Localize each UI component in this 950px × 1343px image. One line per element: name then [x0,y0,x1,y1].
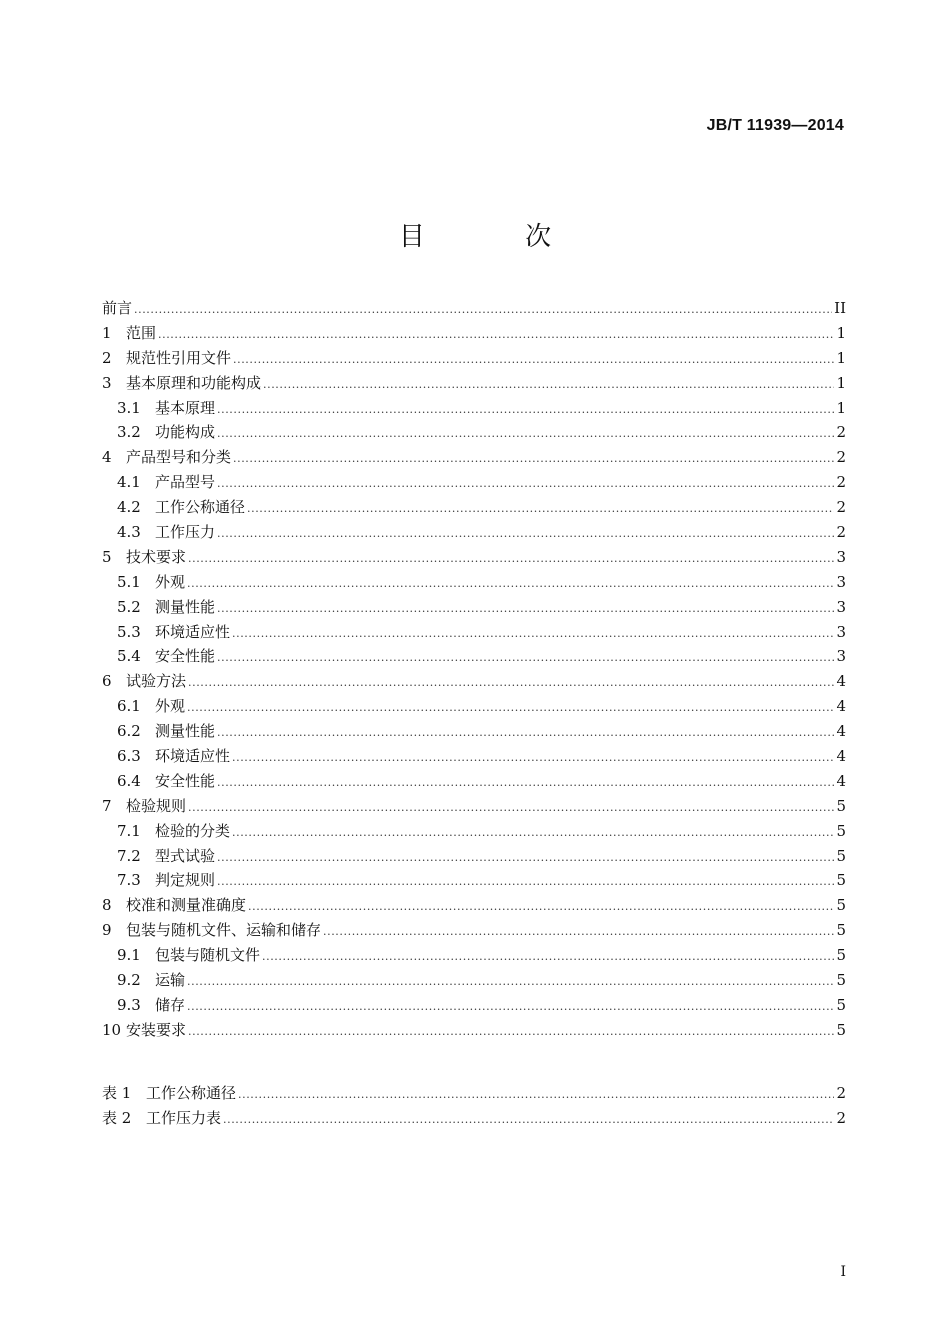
dot-leader [248,895,834,920]
entry-page: 1 [836,348,846,367]
entry-label: 环境适应性 [155,747,231,766]
entry-label: 规范性引用文件 [126,348,232,367]
toc-entry[interactable] [102,520,846,545]
entry-number: 3 [102,373,112,392]
entry-number: 3.2 [117,423,141,442]
entry-number: 2 [102,348,112,367]
entry-page: 2 [836,473,846,492]
dot-leader [217,771,834,796]
dot-leader [232,746,834,771]
entry-label: 运输 [155,971,186,990]
entry-page: 4 [836,697,846,716]
entry-number: 4.1 [117,473,141,492]
entry-number: 3.1 [117,398,141,417]
entry-page: 5 [836,896,846,915]
dot-leader [187,995,834,1020]
dot-leader [217,870,834,895]
toc-entry[interactable] [102,918,846,943]
entry-label: 测量性能 [155,597,216,616]
entry-label: 包装与随机文件 [155,946,261,965]
toc-entry[interactable] [102,644,846,669]
toc-entries [102,296,846,1043]
toc-entry[interactable] [102,744,846,769]
dot-leader [247,497,834,522]
entry-number: 9.1 [117,946,141,965]
entry-page: 2 [836,1108,846,1127]
toc-entry[interactable] [102,769,846,794]
entry-label: 产品型号 [155,473,216,492]
toc-entry[interactable] [102,819,846,844]
entry-page: 3 [836,622,846,641]
entry-label: 判定规则 [155,871,216,890]
entry-number: 5.1 [117,572,141,591]
toc-entry[interactable] [102,396,846,421]
toc-entry[interactable] [102,868,846,893]
dot-leader [188,671,834,696]
entry-label: 前言 [102,299,133,317]
entry-label: 包装与随机文件、运输和储存 [126,921,322,940]
entry-number: 4 [102,448,112,467]
dot-leader [238,1083,834,1108]
entry-number: 6 [102,672,112,691]
toc-entry[interactable] [102,943,846,968]
entry-label: 环境适应性 [155,622,231,641]
dot-leader [232,821,834,846]
entry-page: 3 [836,547,846,566]
dot-leader [217,422,834,447]
table-list-entry[interactable] [102,1081,846,1106]
toc-entry[interactable] [102,545,846,570]
toc-entry[interactable] [102,420,846,445]
entry-number: 4.3 [117,523,141,542]
entry-label: 工作公称通径 [155,498,246,517]
toc-entry[interactable] [102,669,846,694]
entry-page: 3 [836,647,846,666]
toc-spacer [102,1043,846,1081]
entry-number: 6.1 [117,697,141,716]
entry-label: 工作压力表 [146,1108,222,1127]
dot-leader [187,572,834,597]
entry-number: 7.3 [117,871,141,890]
toc-entry[interactable] [102,719,846,744]
table-of-contents [102,296,846,1131]
entry-page: 5 [836,846,846,865]
page-title: 目 次 [398,222,598,252]
entry-page: 1 [836,373,846,392]
toc-entry[interactable] [102,794,846,819]
toc-entry[interactable] [102,346,846,371]
entry-number: 7.2 [117,846,141,865]
dot-leader [263,373,834,398]
dot-leader [217,472,834,497]
entry-page: 5 [836,796,846,815]
toc-entry[interactable] [102,993,846,1018]
entry-page: 4 [836,771,846,790]
entry-page: 3 [836,597,846,616]
entry-label: 储存 [155,995,186,1014]
entry-label: 型式试验 [155,846,216,865]
entry-page: 5 [836,921,846,940]
dot-leader [217,522,834,547]
entry-page: 1 [836,398,846,417]
table-list-entry[interactable] [102,1106,846,1131]
entry-page: II [834,299,846,317]
entry-page: 5 [836,821,846,840]
toc-entry[interactable] [102,893,846,918]
entry-label: 工作公称通径 [146,1083,237,1102]
standard-code: JB/T 11939—2014 [706,117,844,134]
entry-number: 表 1 [102,1083,132,1102]
entry-number: 5.2 [117,597,141,616]
entry-number: 5.3 [117,622,141,641]
dot-leader [217,646,834,671]
entry-label: 功能构成 [155,423,216,442]
entry-number: 7 [102,796,112,815]
table-list [102,1081,846,1131]
entry-label: 检验的分类 [155,821,231,840]
entry-label: 技术要求 [126,547,187,566]
toc-entry[interactable] [102,470,846,495]
dot-leader [223,1108,834,1133]
entry-number: 1 [102,323,112,342]
dot-leader [217,721,834,746]
entry-label: 安装要求 [126,1020,187,1039]
entry-number: 10 [102,1020,122,1039]
dot-leader [188,796,834,821]
entry-page: 2 [836,498,846,517]
toc-entry[interactable] [102,296,846,321]
toc-entry[interactable] [102,694,846,719]
entry-label: 安全性能 [155,771,216,790]
entry-label: 外观 [155,572,186,591]
entry-page: 4 [836,672,846,691]
entry-label: 工作压力 [155,523,216,542]
entry-number: 9.2 [117,971,141,990]
entry-page: 5 [836,946,846,965]
entry-page: 4 [836,722,846,741]
entry-page: 5 [836,995,846,1014]
entry-number: 表 2 [102,1108,132,1127]
entry-label: 校准和测量准确度 [126,896,247,915]
entry-label: 检验规则 [126,796,187,815]
dot-leader [232,622,834,647]
entry-page: 2 [836,523,846,542]
entry-number: 5.4 [117,647,141,666]
entry-number: 6.2 [117,722,141,741]
dot-leader [187,696,834,721]
entry-label: 产品型号和分类 [126,448,232,467]
entry-page: 5 [836,971,846,990]
dot-leader [233,447,834,472]
entry-number: 8 [102,896,112,915]
entry-page: 2 [836,448,846,467]
dot-leader [188,547,834,572]
dot-leader [187,970,834,995]
entry-page: 4 [836,747,846,766]
toc-entry[interactable] [102,1018,846,1043]
dot-leader [217,597,834,622]
entry-number: 9 [102,921,112,940]
toc-entry[interactable] [102,595,846,620]
toc-entry[interactable] [102,620,846,645]
entry-label: 测量性能 [155,722,216,741]
page-number: I [840,1264,846,1280]
dot-leader [134,298,832,323]
entry-page: 5 [836,1020,846,1039]
dot-leader [188,1020,834,1045]
entry-label: 安全性能 [155,647,216,666]
toc-entry[interactable] [102,844,846,869]
entry-label: 试验方法 [126,672,187,691]
dot-leader [323,920,834,945]
toc-entry[interactable] [102,445,846,470]
entry-number: 6.4 [117,771,141,790]
entry-label: 基本原理 [155,398,216,417]
dot-leader [158,323,834,348]
entry-number: 5 [102,547,112,566]
entry-label: 范围 [126,323,157,342]
toc-entry[interactable] [102,968,846,993]
entry-page: 2 [836,1083,846,1102]
entry-label: 基本原理和功能构成 [126,373,262,392]
entry-label: 外观 [155,697,186,716]
entry-number: 7.1 [117,821,141,840]
entry-page: 1 [836,323,846,342]
toc-entry[interactable] [102,570,846,595]
toc-entry[interactable] [102,495,846,520]
toc-entry[interactable] [102,371,846,396]
dot-leader [262,945,834,970]
toc-entry[interactable] [102,321,846,346]
entry-page: 3 [836,572,846,591]
dot-leader [217,398,834,423]
dot-leader [233,348,834,373]
dot-leader [217,846,834,871]
entry-number: 6.3 [117,747,141,766]
entry-page: 5 [836,871,846,890]
entry-number: 9.3 [117,995,141,1014]
entry-page: 2 [836,423,846,442]
entry-number: 4.2 [117,498,141,517]
